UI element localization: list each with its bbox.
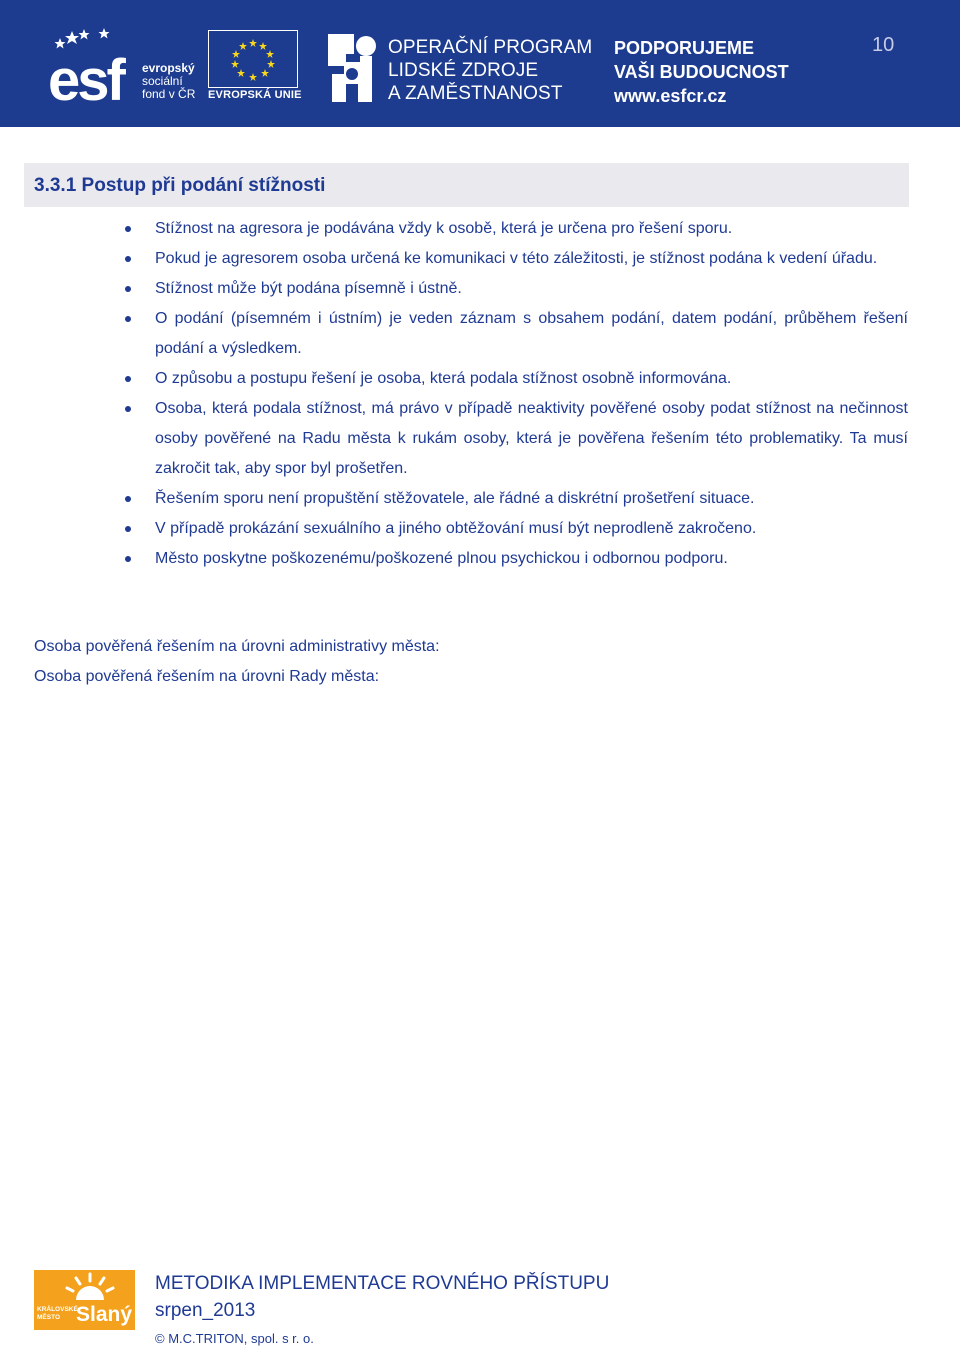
list-item-text: Osoba, která podala stížnost, má právo v případě neaktivity pověřené osoby podat stížnost na nečinnost osoby pověřené na Radu města k rukám osoby, která je pověřena řešením této problematiky. Ta musí zakročit tak, aby spor byl prošetřen.: [155, 400, 908, 477]
list-item-text: Město poskytne poškozenému/poškozené plnou psychickou i odbornou podporu.: [155, 550, 728, 567]
section-title: 3.3.1 Postup při podání stížnosti: [34, 175, 326, 196]
op-title: [388, 36, 598, 105]
bullet-icon: [125, 286, 131, 292]
eu-caption: EVROPSKÁ UNIE: [208, 89, 302, 101]
contacts-block: [34, 632, 914, 692]
op-title-line-2: LIDSKÉ ZDROJE: [388, 60, 539, 81]
list-item: [120, 544, 908, 574]
list-item: [120, 304, 908, 364]
bullet-icon: [125, 316, 131, 322]
list-item: [120, 274, 908, 304]
esf-text-3: fond v ČR: [142, 87, 196, 101]
op-title-line-1: OPERAČNÍ PROGRAM: [388, 37, 593, 58]
op-title-line-3: A ZAMĚSTNANOST: [388, 83, 563, 104]
contact-admin-line: Osoba pověřená řešením na úrovni administrativy města:: [34, 638, 440, 655]
bullet-icon: [125, 256, 131, 262]
list-item-text: Řešením sporu není propuštění stěžovatele, ale řádné a diskrétní prošetření situace.: [155, 490, 755, 507]
list-item-text: O podání (písemném i ústním) je veden záznam s obsahem podání, datem podání, průběhem řešení podání a výsledkem.: [155, 310, 908, 357]
bullet-icon: [125, 526, 131, 532]
slany-word: Slaný: [76, 1303, 133, 1326]
list-item-text: V případě prokázání sexuálního a jiného obtěžování musí být neprodleně zakročeno.: [155, 520, 757, 537]
list-item: [120, 244, 908, 274]
slany-logo: [34, 1270, 135, 1330]
list-item-text: Stížnost může být podána písemně i ústně.: [155, 280, 462, 297]
list-item-text: Pokud je agresorem osoba určená ke komunikaci v této záležitosti, je stížnost podána k vedení úřadu.: [155, 250, 878, 267]
bullet-icon: [125, 496, 131, 502]
oplzz-logo-icon: [326, 30, 378, 102]
bullet-icon: [125, 556, 131, 562]
bullet-list: [120, 214, 908, 574]
list-item: [120, 514, 908, 544]
list-item-text: O způsobu a postupu řešení je osoba, která podala stížnost osobně informována.: [155, 370, 732, 387]
list-item: [120, 394, 908, 484]
list-item: [120, 364, 908, 394]
slogan: [614, 36, 814, 108]
list-item: [120, 484, 908, 514]
page-number: 10: [872, 34, 895, 56]
esf-text-1: evropský: [142, 61, 195, 75]
bullet-icon: [125, 406, 131, 412]
list-item: [120, 214, 908, 244]
esf-text-2: sociální: [142, 74, 183, 88]
slogan-line-2: VAŠI BUDOUCNOST: [614, 62, 789, 82]
slogan-line-1: PODPORUJEME: [614, 38, 755, 58]
slany-small-2: MĚSTO: [37, 1314, 60, 1321]
bullet-icon: [125, 376, 131, 382]
contact-council-line: Osoba pověřená řešením na úrovni Rady města:: [34, 668, 380, 685]
footer-copyright: © M.C.TRITON, spol. s r. o.: [155, 1331, 314, 1346]
section-heading-bar: [24, 163, 909, 207]
slogan-url[interactable]: www.esfcr.cz: [614, 86, 727, 106]
slany-small-1: KRÁLOVSKÉ: [37, 1306, 78, 1313]
footer-title: METODIKA IMPLEMENTACE ROVNÉHO PŘÍSTUPU: [155, 1273, 610, 1294]
esf-logo: [48, 28, 198, 104]
header-banner: [0, 0, 960, 127]
eu-flag-icon: [208, 30, 298, 88]
footer-date: srpen_2013: [155, 1300, 256, 1321]
list-item-text: Stížnost na agresora je podávána vždy k osobě, která je určena pro řešení sporu.: [155, 220, 733, 237]
svg-text:esf: esf: [48, 48, 123, 104]
bullet-icon: [125, 226, 131, 232]
